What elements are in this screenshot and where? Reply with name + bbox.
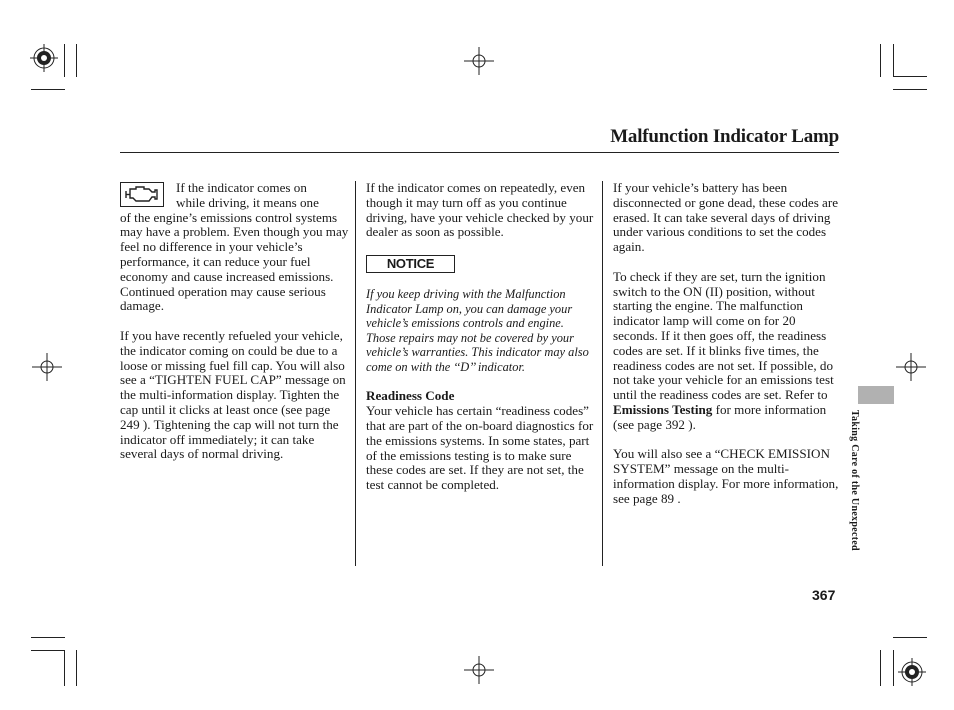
paragraph-indicator-meaning: of the engine’s emissions control systems may have a problem. Even though you may feel no difference in your vehicle’s performance, it can reduce your fuel economy and cause increased emissions. Continued operation may cause serious damage. bbox=[120, 209, 349, 314]
column-right bbox=[613, 181, 841, 521]
section-label-text: Taking Care of the Unexpected bbox=[849, 410, 860, 551]
section-tab bbox=[858, 386, 894, 404]
registration-target-icon bbox=[28, 44, 60, 76]
paragraph-battery: If your vehicle’s battery has been disconnected or gone dead, these codes are erased. It can take several days of driving under various conditions to set the codes again. bbox=[613, 180, 839, 255]
title-rule bbox=[120, 152, 839, 153]
crosshair-icon bbox=[462, 46, 496, 76]
page-number: 367 bbox=[812, 587, 836, 603]
paragraph-lead-line2: while driving, it means one bbox=[176, 194, 319, 210]
paragraph-check-codes bbox=[613, 270, 841, 433]
section-heading: Readiness Code bbox=[366, 388, 455, 404]
column-divider bbox=[602, 181, 603, 566]
emissions-testing-ref: Emissions Testing bbox=[613, 401, 713, 417]
check-codes-end: for more information (see page 392 ). bbox=[613, 401, 827, 432]
crosshair-icon bbox=[462, 655, 496, 685]
paragraph-lead: If the indicator comes on bbox=[176, 180, 307, 195]
section-label bbox=[850, 410, 864, 578]
registration-target-icon bbox=[896, 656, 928, 688]
notice-label: NOTICE bbox=[366, 255, 455, 273]
column-divider bbox=[355, 181, 356, 566]
paragraph-check-emission: You will also see a “CHECK EMISSION SYSTEM” message on the multi-information display. For more information, see page 89 . bbox=[613, 446, 839, 506]
column-middle bbox=[366, 181, 594, 508]
check-codes-text: To check if they are set, turn the ignition switch to the ON (II) position, without starting the engine. The malfunction indicator lamp will come on for 20 seconds. If it then goes off, the readiness codes are set. If it blinks five times, the readiness codes are not set. If possible, do not take your vehicle for an emissions test until the readiness codes are set. Refer to bbox=[613, 268, 834, 403]
column-left bbox=[120, 181, 350, 477]
crosshair-icon bbox=[30, 352, 64, 382]
paragraph-refuel: If you have recently refueled your vehicle, the indicator coming on could be due to a loose or missing fuel fill cap. You will also see a “TIGHTEN FUEL CAP” message on the multi-information display. Tighten the cap until it clicks at least once (see page 249 ). Tightening the cap will not turn the indicator off immediately; it can take several days of normal driving. bbox=[120, 327, 346, 462]
notice-text: If you keep driving with the Malfunction Indicator Lamp on, you can damage your vehicle’s emissions controls and engine. Those repairs may not be covered by your vehicle’s warranties. This indicator may also come on with the ‘‘D’’ indicator. bbox=[366, 286, 589, 374]
page-title: Malfunction Indicator Lamp bbox=[610, 126, 839, 147]
crosshair-icon bbox=[894, 352, 928, 382]
paragraph-repeated: If the indicator comes on repeatedly, even though it may turn off as you continue driving, have your vehicle checked by your dealer as soon as possible. bbox=[366, 180, 594, 240]
paragraph-readiness: Your vehicle has certain “readiness codes” that are part of the on-board diagnostics for the emissions systems. In some states, part of the emissions testing is to make sure these codes are set. If they are not set, the test cannot be completed. bbox=[366, 403, 594, 493]
